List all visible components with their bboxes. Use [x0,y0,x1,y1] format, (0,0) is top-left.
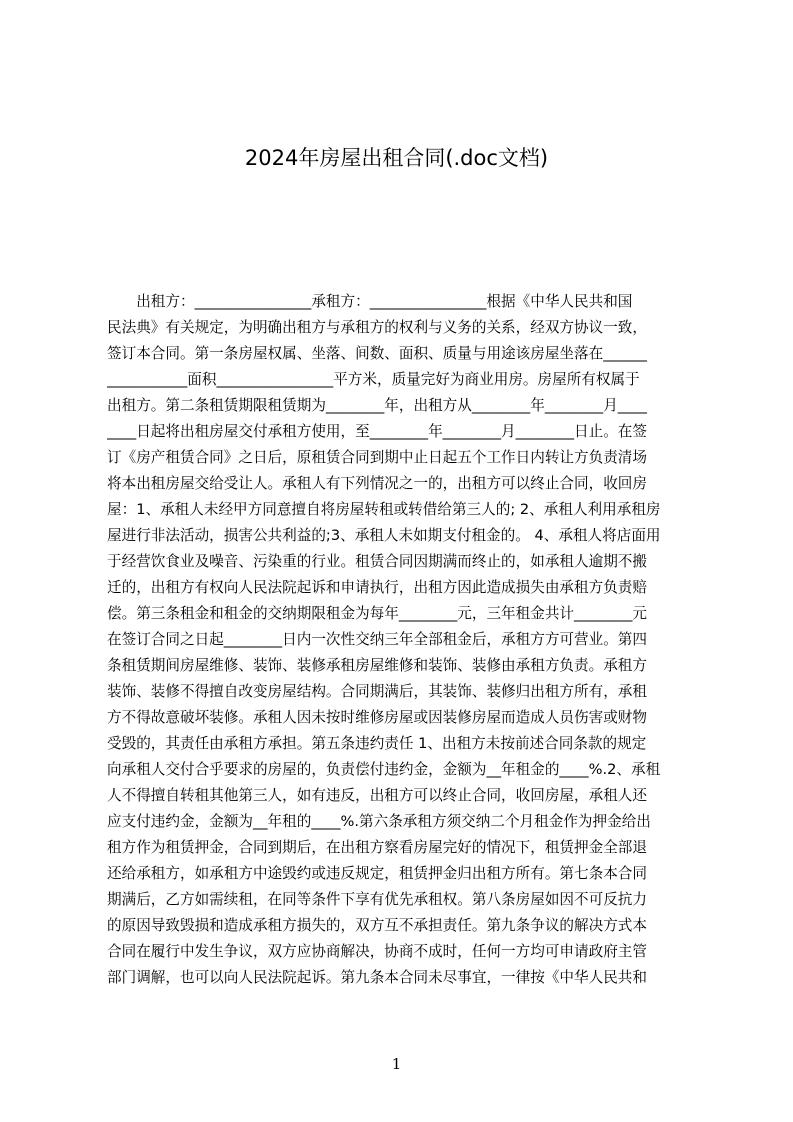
contract-body [107,289,699,1029]
body-line-7: 订《房产租赁合同》之日后，原租赁合同到期中止日起五个工作日内转让方负责清场 [107,449,647,466]
body-line-27: 部门调解，也可以向人民法院起诉。第九条本合同未尽事宜，一律按《中华人民共和 [107,969,647,986]
body-line-9: 屋：1、承租人未经甲方同意擅自将房屋转租或转借给第三人的; 2、承租人利用承租房 [107,501,661,518]
body-line-19: 向承租人交付合乎要求的房屋的，负责偿付违约金，金额为__年租金的____%.2、承租 [107,761,661,778]
body-line-5: 出租方。第二条租赁期限租赁期为________年，出租方从________年________月____ [107,397,647,414]
body-line-3: 签订本合同。第一条房屋权属、坐落、间数、面积、质量与用途该房屋坐落在______ [107,345,647,362]
body-line-24: 期满后，乙方如需续租，在同等条件下享有优先承租权。第八条房屋如因不可反抗力 [107,891,647,908]
page-number: 1 [391,1055,402,1073]
body-line-17: 方不得故意破坏装修。承租人因未按时维修房屋或因装修房屋而造成人员伤害或财物 [107,709,647,726]
body-line-21: 应支付违约金，金额为__年租的____%.第六条承租方须交纳二个月租金作为押金给出 [107,813,651,830]
body-line-16: 装饰、装修不得擅自改变房屋结构。合同期满后，其装饰、装修归出租方所有，承租 [107,683,647,700]
body-line-2: 民法典》有关规定，为明确出租方与承租方的权利与义务的关系，经双方协议一致， [107,319,647,336]
body-line-13: 偿。第三条租金和租金的交纳期限租金为每年________元，三年租金共计________元 [107,605,647,622]
body-line-8: 将本出租房屋交给受让人。承租人有下列情况之一的，出租方可以终止合同，收回房 [107,475,647,492]
body-line-18: 受毁的，其责任由承租方承担。第五条违约责任 1、出租方未按前述合同条款的规定 [107,735,647,752]
document-title: 2024年房屋出租合同(.doc文档) [244,146,549,170]
body-line-20: 人不得擅自转租其他第三人，如有违反，出租方可以终止合同，收回房屋，承租人还 [107,787,647,804]
body-line-11: 于经营饮食业及噪音、污染重的行业。租赁合同因期满而终止的，如承租人逾期不搬 [107,553,647,570]
body-line-25: 的原因导致毁损和造成承租方损失的，双方互不承担责任。第九条争议的解决方式本 [107,917,647,934]
body-line-23: 还给承租方，如承租方中途毁约或违反规定，租赁押金归出租方所有。第七条本合同 [107,865,647,882]
body-line-14: 在签订合同之日起________日内一次性交纳三年全部租金后，承租方方可营业。第四 [107,631,647,648]
body-line-4: ___________面积________________平方米，质量完好为商业用房。房屋所有权属于 [107,371,640,388]
body-line-22: 租方作为租赁押金，合同到期后，在出租方察看房屋完好的情况下，租赁押金全部退 [107,839,647,856]
body-line-26: 合同在履行中发生争议，双方应协商解决，协商不成时，任何一方均可申请政府主管 [107,943,647,960]
body-line-1: 出租方：________________承租方：________________根据《中华人民共和国 [107,293,633,310]
body-line-6: ____日起将出租房屋交付承租方使用，至________年________月________日止。在签 [107,423,647,440]
body-line-10: 屋进行非法活动，损害公共利益的;3、承租人未如期支付租金的。 4、承租人将店面用 [107,527,661,544]
body-line-12: 迁的，出租方有权向人民法院起诉和申请执行，出租方因此造成损失由承租方负责赔 [107,579,647,596]
body-line-15: 条租赁期间房屋维修、装饰、装修承租房屋维修和装饰、装修由承租方负责。承租方 [107,657,647,674]
